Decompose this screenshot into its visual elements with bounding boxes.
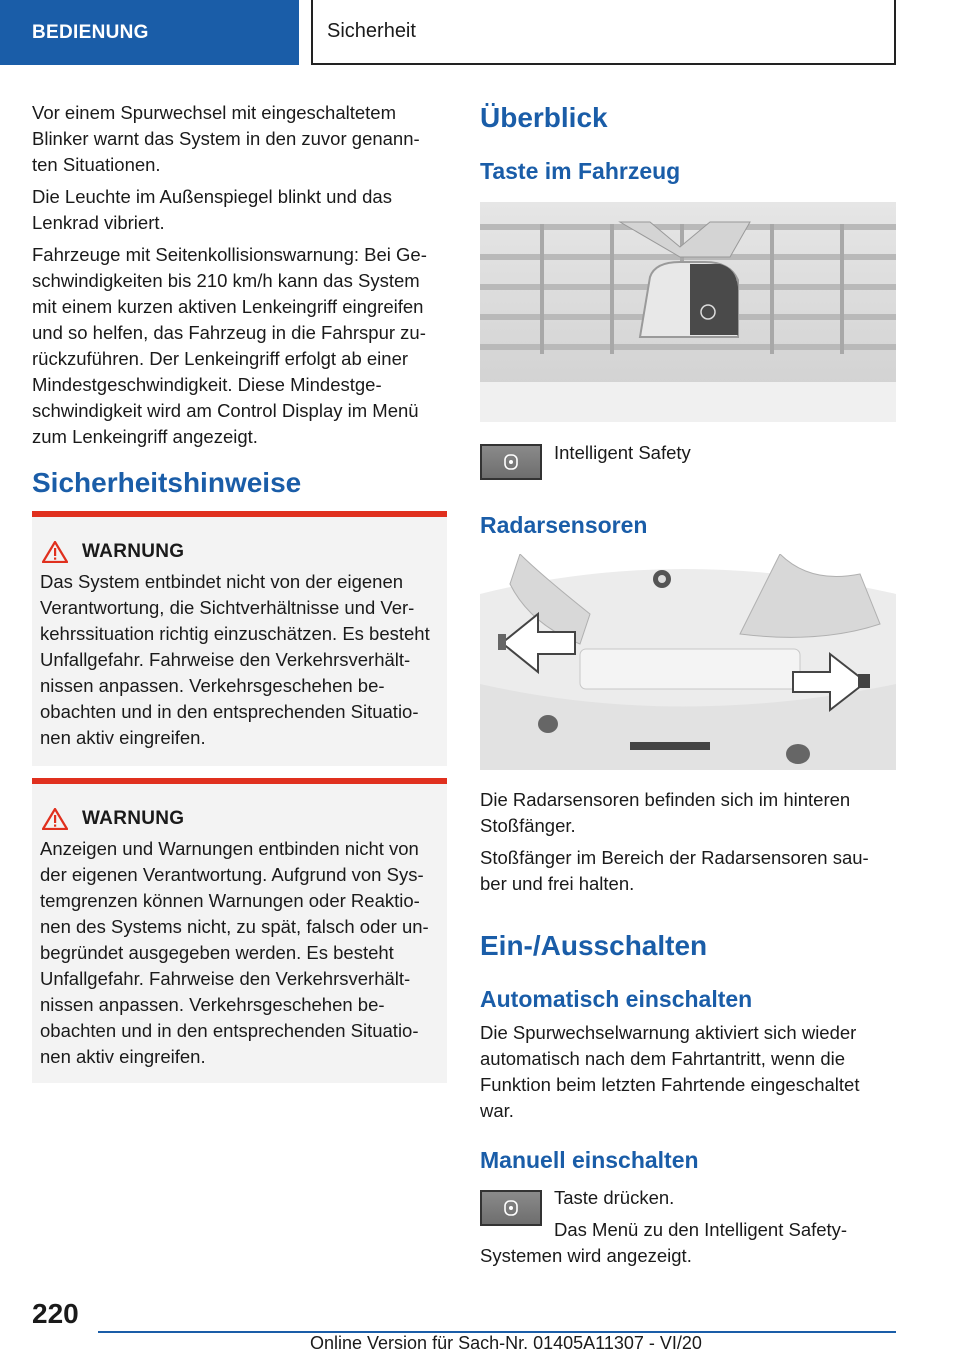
warning-triangle-icon <box>42 808 68 830</box>
auto-text: Die Spurwechselwarnung aktiviert sich wieder automatisch nach dem Fahrtantritt, wenn die Funktion beim letzten Fahrtende eingeschaltet war. <box>480 1022 860 1121</box>
paragraph: Die Leuchte im Außenspiegel blinkt und das Lenkrad vibriert. <box>32 186 392 233</box>
overview-heading: Überblick <box>480 102 608 133</box>
warning-text: Das System entbindet nicht von der eigenen Verantwortung, die Sichtverhältnisse und Ver‐ kehrssituation richtig einzuschätzen. Es besteht Unfallgefahr. Fahrweise den Verkehrsverhält‐ nissen anpassen. Verkehrsgeschehen be‐ obachten und in den entsprechenden Situatio‐ nen aktiv eingreifen. <box>40 571 430 748</box>
car-rear-illustration <box>480 554 896 770</box>
footer-online-version: Online Version für Sach-Nr. 01405A11307 - VI/20 <box>310 1333 702 1353</box>
header-chapter: Sicherheit <box>311 0 896 65</box>
left-column <box>32 100 447 496</box>
paragraph: Fahrzeuge mit Seitenkollisionswarnung: Bei Ge‐ schwindigkeiten bis 210 km/h kann das System mit einem kurzen aktiven Lenkeingriff eingreifen und so helfen, das Fahrzeug in die Fahrspur zu‐ rückzuführen. Der Lenkeingriff erfolgt ab einer Mindestgeschwindigkeit. Diese Mindestge‐ schwindigkeit wird am Control Display im Menü zum Lenkeingriff angezeigt. <box>32 244 427 447</box>
manual-heading: Manuell einschalten <box>480 1147 699 1173</box>
safety-heading: Sicherheitshinweise <box>32 467 302 498</box>
warning-text: Anzeigen und Warnungen entbinden nicht von der eigenen Verantwortung. Aufgrund von Sys‐ temgrenzen können Warnungen oder Reaktio‐ nen des Systems nicht, zu spät, falsch oder un‐ begründet ausgegeben werden. Es besteht Unfallgefahr. Fahrweise den Verkehrsverhält‐ nissen anpassen. Verkehrsgeschehen be‐ obachten und in den entsprechenden Situatio‐ nen aktiv eingreifen. <box>40 838 429 1067</box>
warning-header: WARNUNG <box>40 539 439 565</box>
radar-sensor-photo <box>480 554 896 770</box>
header-section: BEDIENUNG <box>0 0 299 65</box>
manual-result: Das Menü zu den Intelligent Safety-Systemen wird angezeigt. <box>480 1219 848 1266</box>
warning-box <box>32 778 447 1083</box>
paragraph: Die Radarsensoren befinden sich im hinteren Stoßfänger. <box>480 789 851 836</box>
onoff-heading: Ein-/Ausschalten <box>480 930 708 961</box>
warning-triangle-icon <box>42 541 68 563</box>
warning-box <box>32 511 447 766</box>
paragraph: Stoßfänger im Bereich der Radarsensoren sau‐ ber und frei halten. <box>480 847 869 894</box>
radar-text <box>480 787 896 903</box>
dashboard-button-photo <box>480 202 896 422</box>
button-heading: Taste im Fahrzeug <box>480 158 681 184</box>
radar-heading: Radarsensoren <box>480 512 648 538</box>
auto-heading: Automatisch einschalten <box>480 986 753 1012</box>
page-number: 220 <box>32 1298 79 1329</box>
intelligent-safety-button-icon <box>480 444 542 480</box>
warning-header: WARNUNG <box>40 806 439 832</box>
dashboard-illustration <box>480 202 896 422</box>
button-caption: Intelligent Safety <box>554 442 691 463</box>
manual-step: Taste drücken. <box>554 1187 675 1208</box>
paragraph: Vor einem Spurwechsel mit eingeschaltetem Blinker warnt das System in den zuvor genann‐ ten Situationen. <box>32 102 420 175</box>
